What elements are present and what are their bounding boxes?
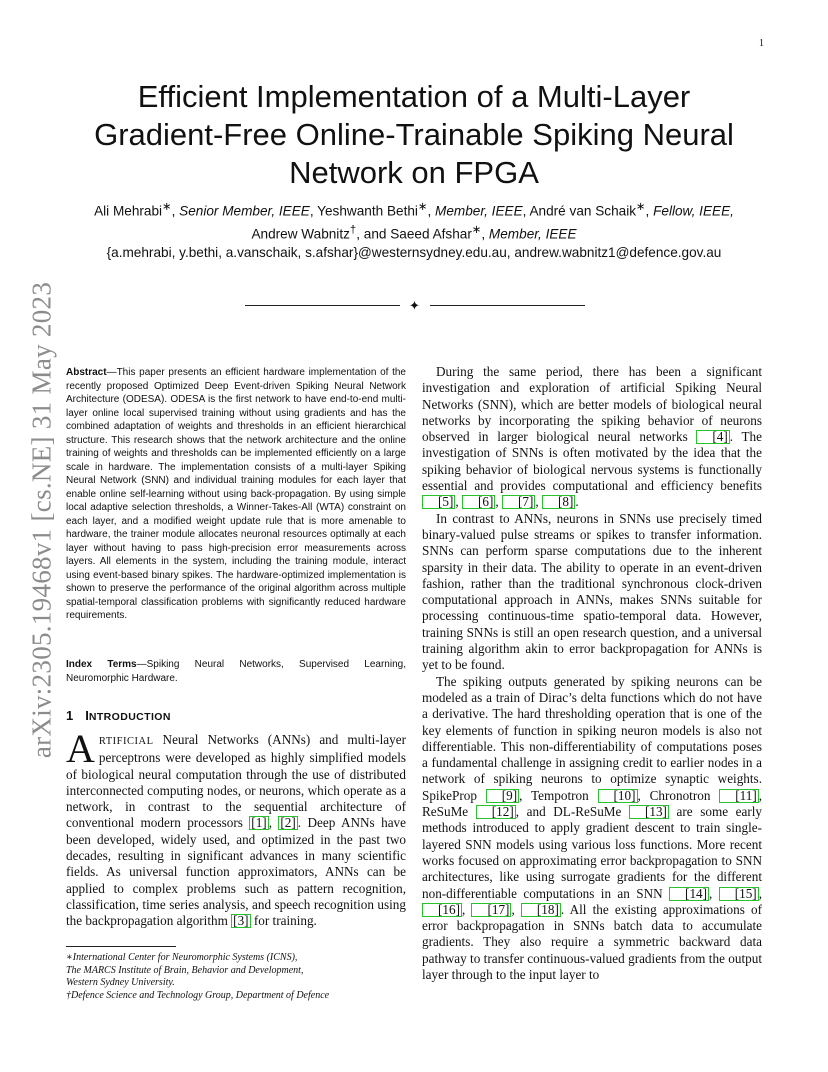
author-name: Ali Mehrabi	[94, 203, 163, 219]
intro-text: ,	[268, 815, 279, 831]
citation-link[interactable]: [3]	[233, 913, 249, 929]
citation-link[interactable]: [18]	[521, 903, 561, 917]
paragraph: The spiking outputs generated by spiking neurons can be modeled as a train of Dirac’s delta functions which do not have a derivative. The hard thresholding operation that is one of the key elements of function in spiking neuron models is also not differentiable. This non-differentiability of computations poses a fundamental challenge in assigning credit to earlier nodes in a network of spiking neurons to optimize synaptic weights. SpikeProp [9] , Tempotron [10] , Chronotron [11] , ReSuMe [12] , and DL-ReSuMe [13] are some early methods introduced to apply gradient descent to train single-layered SNN models using various loss functions. More recent works focused on approximating error backpropagation to SNN architectures, like using surrogate gradients for the different non-differentiable computations in an SNN [14] , [15] , [16] , [17] , [18] . All the existing approximations of error backpropagation in SNNs batch data to accumulate gradients. They also require a symmetric backward data pathway to transfer continuous-valued gradients from the output layer through to the input layer to	[422, 673, 763, 982]
author-name: Andrew Wabnitz	[251, 226, 350, 242]
title-line: Network on FPGA	[289, 155, 539, 190]
affiliation-mark: ∗	[636, 201, 646, 213]
index-terms-label: Index Terms	[66, 659, 137, 670]
intro-text: . Deep ANNs have been developed, widely used, and optimized in the past two decades, resulting in significant advances in many scientific fields. As universal function approximators, ANNs can be applied to complex problems such as pattern recognition, classification, time series analysis, and speech recognition using the backpropagation algorithm	[66, 815, 406, 929]
page-number: 1	[759, 38, 764, 49]
body-text: , Tempotron	[519, 787, 598, 803]
citation-link[interactable]: [10]	[598, 789, 638, 803]
author-role: Senior Member, IEEE	[179, 203, 310, 219]
citation-link[interactable]: [11]	[719, 789, 758, 803]
author-name: Yeshwanth Bethi	[317, 203, 418, 219]
footnote-rule	[66, 946, 176, 947]
citation-link[interactable]: [1]	[251, 815, 267, 831]
body-text: The spiking outputs generated by spiking neurons can be modeled as a train of Dirac’s delta functions which do not have a derivative. The hard thresholding operation that is one of the key elements of function in spiking neuron models is also not differentiable. This non-differentiability of computations poses a fundamental challenge in assigning credit to earlier nodes in a network of spiking neurons to optimize synaptic weights. SpikeProp	[422, 673, 762, 803]
index-terms	[66, 658, 406, 685]
abstract-label: Abstract	[66, 367, 107, 378]
citation-link[interactable]: [6]	[462, 495, 495, 509]
author-role: Fellow, IEEE,	[653, 203, 734, 219]
intro-text: Neural Networks (ANNs) and multi-layer perceptrons were developed as highly simplified models of biological neural computation through the use of distributed interconnected computing nodes, or neurons, which operate as a network, in contrast to the sequential architecture of conventional modern processors	[66, 732, 406, 831]
footnotes	[66, 952, 406, 1002]
footnote-line: The MARCS Institute of Brain, Behavior and Development,	[66, 964, 304, 976]
section-number: 1	[66, 708, 74, 723]
author-line: Andrew Wabnitz†, and Saeed Afshar∗, Member, IEEE	[251, 223, 577, 242]
citation-link[interactable]: [7]	[502, 495, 535, 509]
intro-smallcaps: RTIFICIAL	[98, 736, 154, 747]
citation-link[interactable]: [4]	[696, 430, 729, 444]
divider-diamond-icon: ✦	[409, 299, 420, 314]
citation-link[interactable]: [13]	[629, 805, 669, 819]
title-line: Efficient Implementation of a Multi-Layer	[137, 79, 691, 114]
body-text: . All the existing approximations of error backpropagation in SNNs batch data to accumulate gradients. They also require a symmetric backward data pathway to transfer continuous-valued gradients from the output layer through to the input layer to	[422, 901, 763, 982]
intro-text: for training.	[250, 913, 317, 929]
author-name: Saeed Afshar	[390, 226, 472, 242]
affiliation-mark: ∗	[471, 223, 482, 236]
author-line: Ali Mehrabi∗, Senior Member, IEEE, Yeshwanth Bethi∗, Member, IEEE, André van Schaik∗, Fellow, IEEE,	[94, 201, 734, 219]
section-initial: I	[85, 708, 89, 723]
body-text: , and DL-ReSuMe	[515, 804, 629, 820]
divider-rule-left	[245, 305, 400, 306]
section-title-rest: NTRODUCTION	[88, 711, 171, 723]
citation-link[interactable]: [9]	[486, 789, 519, 803]
citation-link[interactable]: [14]	[669, 887, 709, 901]
affiliation-mark: ∗	[162, 201, 172, 213]
body-text: are some early methods introduced to apply gradient descent to train single-layered SNN models using various loss functions. More recent works focused on approximating error backpropagation to SNN architectures, like using surrogate gradients for the different non-differentiable computations in an SNN	[422, 804, 763, 901]
author-name: André van Schaik	[529, 203, 637, 219]
title-divider	[245, 299, 585, 313]
author-emails: {a.mehrabi, y.bethi, a.vanschaik, s.afshar}@westernsydney.edu.au, andrew.wabnitz1@defence.gov.au	[106, 245, 722, 261]
citation-link[interactable]: [2]	[280, 815, 296, 831]
abstract	[66, 366, 406, 623]
intro-paragraph	[66, 726, 406, 930]
divider-rule-right	[430, 305, 585, 306]
paper-title	[64, 78, 764, 192]
citation-link[interactable]: [16]	[422, 903, 462, 917]
arxiv-identifier-stamp: arXiv:2305.19468v1 [cs.NE] 31 May 2023	[26, 281, 57, 759]
citation-link[interactable]: [8]	[542, 495, 575, 509]
author-role: Member, IEEE	[435, 203, 523, 219]
author-block	[60, 198, 768, 262]
author-role: Member, IEEE	[488, 226, 577, 242]
citation-link[interactable]: [12]	[476, 805, 516, 819]
footnote-line: ∗International Center for Neuromorphic Systems (ICNS),	[66, 952, 298, 963]
body-text: During the same period, there has been a significant investigation and exploration of artificial Spiking Neural Networks (SNN), which are better models of biological neural networks by incorporating the spiking behavior of neurons observed in larger biological neural networks	[422, 364, 762, 445]
right-column	[422, 364, 762, 983]
citation-link[interactable]: [5]	[422, 495, 455, 509]
paragraph: In contrast to ANNs, neurons in SNNs use precisely timed binary-valued pulse streams or spikes to transfer information. SNNs can perform sparse computations due to the inherent sparsity in their data. The ability to operate in an event-driven fashion, rather than the traditional synchronous clock-driven computational approach in ANNs, makes SNNs suitable for processing continuous-time spatio-temporal data. However, training SNNs is still an open research question, and a universal training algorithm akin to error backpropagation for ANNs is yet to be found.	[422, 510, 762, 673]
index-terms-text: —Spiking Neural Networks, Supervised Learning, Neuromorphic Hardware.	[66, 659, 406, 684]
abstract-text: —This paper presents an efficient hardware implementation of the recently proposed Optimized Deep Event-driven Spiking Neural Network Architecture (ODESA). ODESA is the first network to have end-to-end multi-layer online local supervised training without using gradients and has the combined adaptation of weights and thresholds in an efficient hierarchical structure. This research shows that the network architecture and the online training of weights and thresholds can be implemented efficiently on a large scale in hardware. The implementation consists of a multi-layer Spiking Neural Network (SNN) and individual training modules for each layer that enable online self-learning without using back-propagation. By using simple local adaptive selection thresholds, a Winner-Takes-All (WTA) constraint on each layer, and a modified weight update rule that is more amenable to hardware, the trainer module allocates neuronal resources optimally at each layer without having to pass high-precision error measurements across layers. All elements in the system, including the training module, interact using event-based binary spikes. The hardware-optimized implementation is shown to preserve the performance of the original algorithm across multiple spatial-temporal classification problems with significantly reduced hardware requirements.	[66, 367, 406, 621]
body-text: . The investigation of SNNs is often motivated by the idea that the spiking behavior of biological nervous systems is functionally essential and provides computational and efficiency benefits	[422, 429, 763, 494]
footnote-line: †Defence Science and Technology Group, Department of Defence	[66, 989, 330, 1001]
paragraph: During the same period, there has been a significant investigation and exploration of artificial Spiking Neural Networks (SNN), which are better models of biological neural networks by incorporating the spiking behavior of neurons observed in larger biological neural networks [4] . The investigation of SNNs is often motivated by the idea that the spiking behavior of biological nervous systems is functionally essential and provides computational and efficiency benefits [5] , [6] , [7] , [8] .	[422, 364, 763, 510]
title-line: Gradient-Free Online-Trainable Spiking Neural	[94, 117, 734, 152]
affiliation-mark: ∗	[417, 201, 428, 213]
affiliation-mark: †	[349, 223, 357, 236]
section-heading	[66, 708, 171, 723]
body-text: , Chronotron	[637, 787, 720, 803]
citation-link[interactable]: [17]	[471, 903, 511, 917]
body-text: , ReSuMe	[422, 787, 763, 820]
drop-cap: A	[66, 726, 95, 771]
citation-link[interactable]: [15]	[719, 887, 759, 901]
footnote-line: Western Sydney University.	[66, 977, 175, 988]
